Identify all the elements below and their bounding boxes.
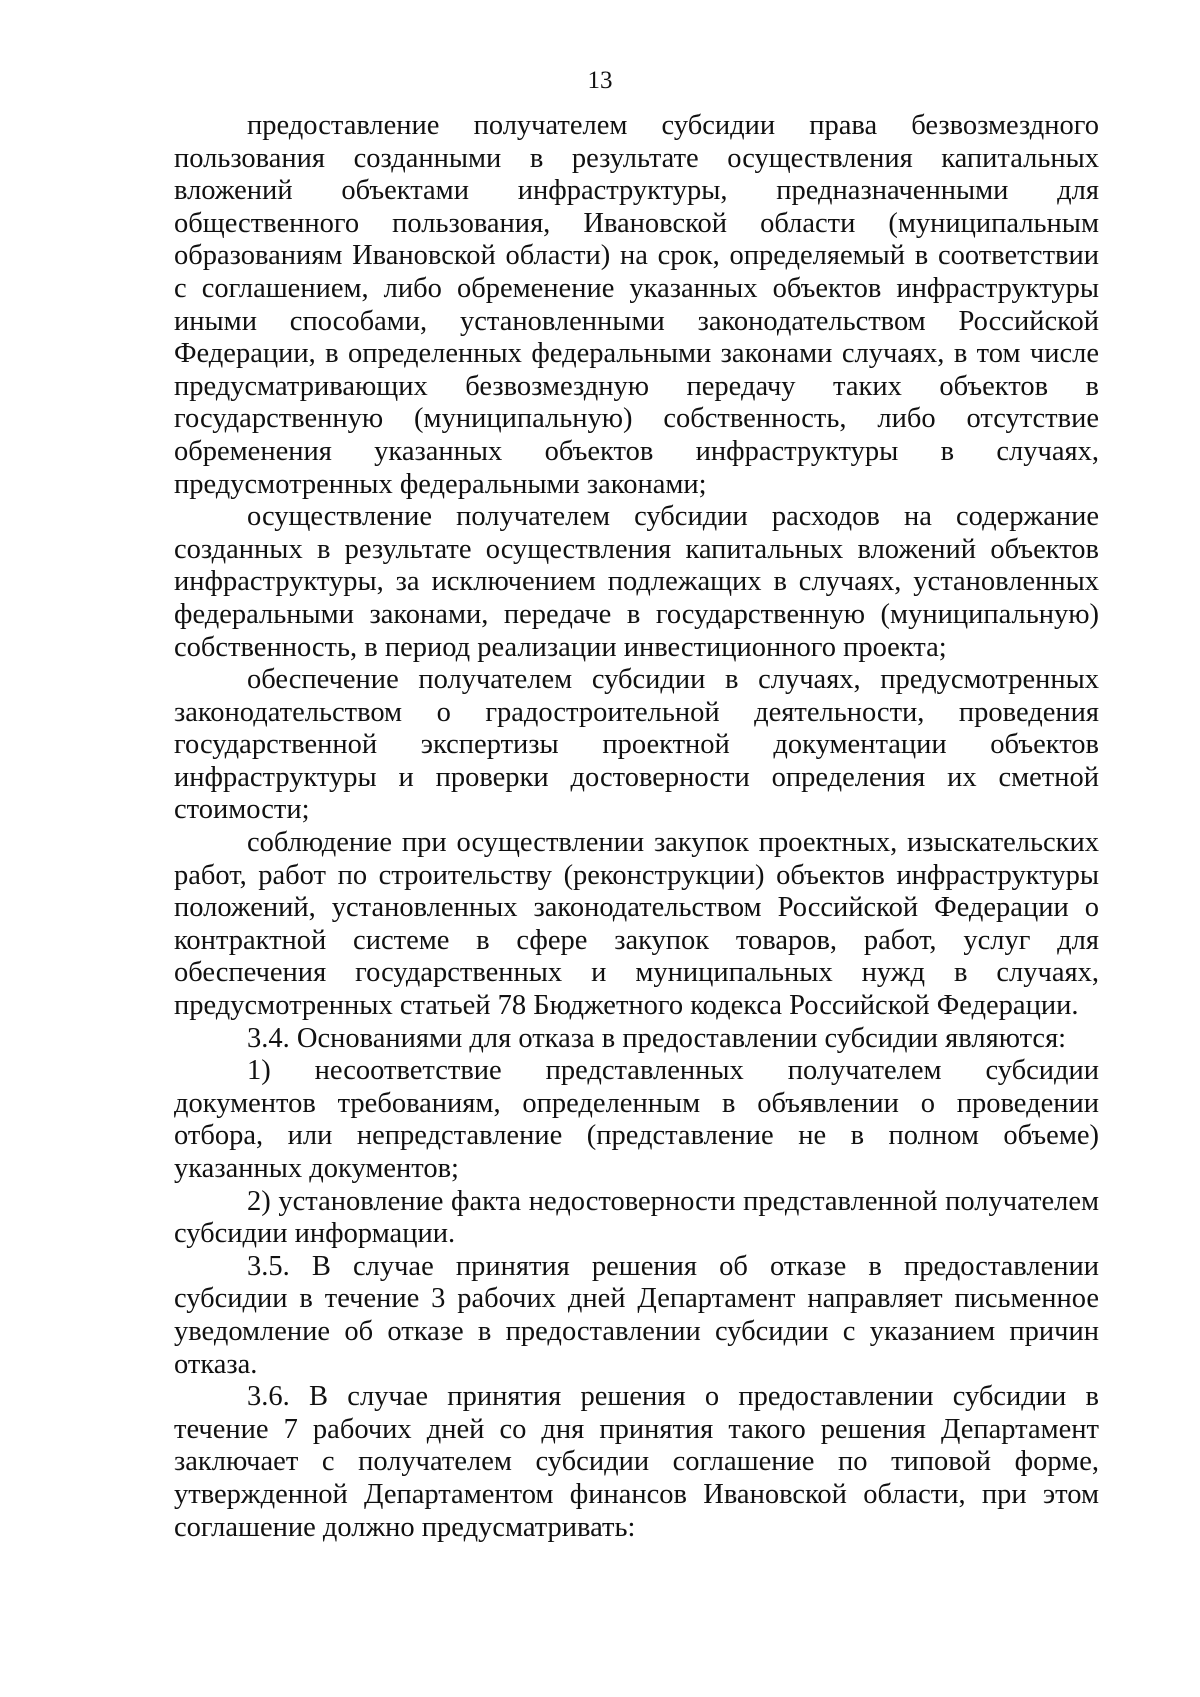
paragraph-3-6: 3.6. В случае принятия решения о предоставлении субсидии в течение 7 рабочих дней со дня принятия такого решения Департамент заключает с получателем субсидии соглашение по типовой форме, утвержденной Департаментом финансов Ивановской области, при этом соглашение должно предусматривать: [174,1381,1099,1543]
paragraph-free-use-of-infrastructure: предоставление получателем субсидии права безвозмездного пользования созданными в результате осуществления капитальных вложений объектами инфраструктуры, предназначенными для общественного пользования, Ивановской области (муниципальным образованиям Ивановской области) на срок, определяемый в соответствии с соглашением, либо обременение указанных объектов инфраструктуры иными способами, установленными законодательством Российской Федерации, в определенных федеральными законами случаях, в том числе предусматривающих безвозмездную передачу таких объектов в государственную (муниципальную) собственность, либо отсутствие обременения указанных объектов инфраструктуры в случаях, предусмотренных федеральными законами; [174,110,1099,500]
paragraph-procurement-compliance: соблюдение при осуществлении закупок проектных, изыскательских работ, работ по строительству (реконструкции) объектов инфраструктуры положений, установленных законодательством Российской Федерации о контрактной системе в сфере закупок товаров, работ, услуг для обеспечения государственных и муниципальных нужд в случаях, предусмотренных статьей 78 Бюджетного кодекса Российской Федерации. [174,827,1099,1022]
paragraph-state-expertise: обеспечение получателем субсидии в случаях, предусмотренных законодательством о градостроительной деятельности, проведения государственной экспертизы проектной документации объектов инфраструктуры и проверки достоверности определения их сметной стоимости; [174,664,1099,826]
paragraph-3-4-refusal-grounds: 3.4. Основаниями для отказа в предоставлении субсидии являются: [247,1022,1067,1054]
paragraph-3-4-item-2: 2) установление факта недостоверности представленной получателем субсидии информации. [174,1185,1099,1250]
paragraph-3-5: 3.5. В случае принятия решения об отказе в предоставлении субсидии в течение 3 рабочих дней Департамент направляет письменное уведомление об отказе в предоставлении субсидии с указанием причин отказа. [174,1250,1099,1380]
page-number: 13 [587,67,613,94]
document-body [174,110,1099,1544]
paragraph-maintenance-expenses: осуществление получателем субсидии расходов на содержание созданных в результате осуществления капитальных вложений объектов инфраструктуры, за исключением подлежащих в случаях, установленных федеральными законами, передаче в государственную (муниципальную) собственность, в период реализации инвестиционного проекта; [174,501,1099,663]
paragraph-3-4-item-1: 1) несоответствие представленных получателем субсидии документов требованиям, определенным в объявлении о проведении отбора, или непредставление (представление не в полном объеме) указанных документов; [174,1055,1099,1184]
